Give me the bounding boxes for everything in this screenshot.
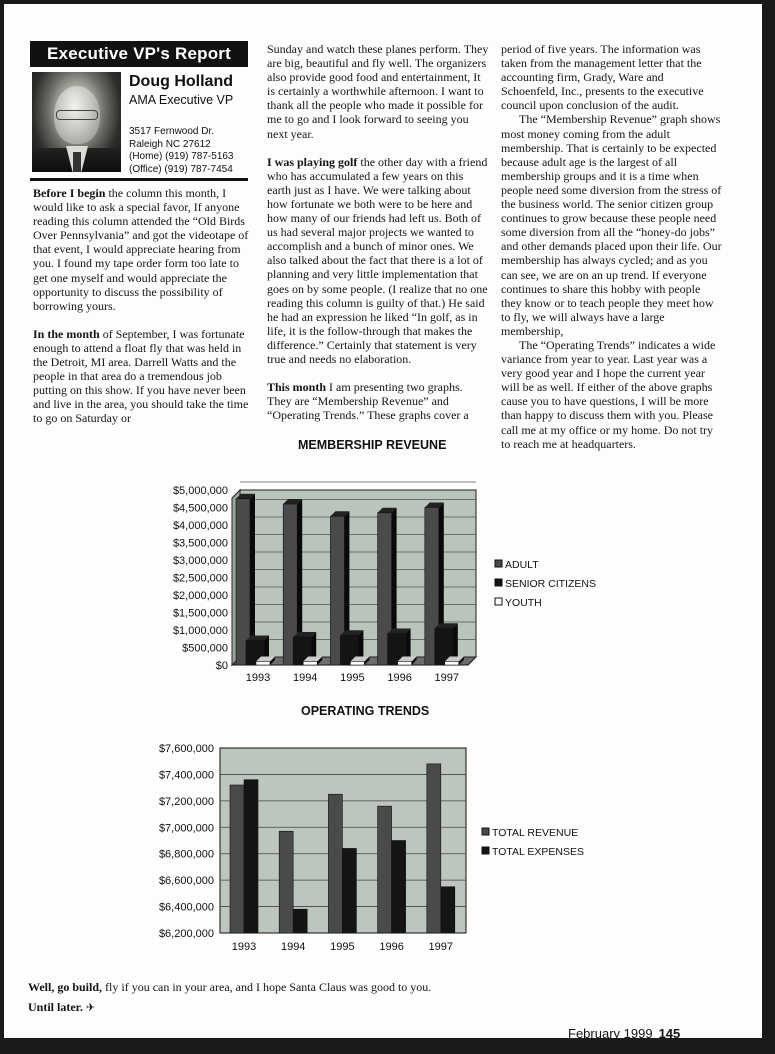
phone-office: (Office) (919) 787-7454	[129, 163, 233, 175]
author-name: Doug Holland	[129, 73, 233, 90]
y-tick-label: $6,200,000	[158, 928, 214, 940]
paragraph-text: the other day with a friend who has accumulated a few years on this earth just as I have. We were talking about how fortunate we both were to be here and how many of our friends had left us. Both of us had several major projects we wanted to accomplish and a bunch of minor ones. We also talked about the fact that there is a lot of planning and very little implementation that goes on by some people. (I realize that no one reading this column is guilty of that.) He said he had an expression he liked “In golf, as in life, it is the follow-through that makes the difference.” Certainly that statement is very true and needs no elaboration.	[267, 154, 488, 366]
y-tick-label: $6,800,000	[158, 848, 214, 861]
y-tick-label: $2,500,000	[172, 572, 228, 585]
x-tick-label: 1997	[428, 941, 454, 953]
paragraph	[267, 380, 489, 422]
bar-youth-1994	[303, 662, 317, 666]
issue-date: February 1999	[568, 1026, 653, 1041]
paragraph-text: of September, I was fortunate enough to attend a float fly that was held in the Detroit, MI area. Darrell Watts and the people in that area do a tremendous job putting on this show. If you have never been and live in the area, you should take the time to go on Saturday or	[33, 326, 249, 426]
bar-total-revenue-1994	[279, 831, 293, 933]
bar-total-expenses-1996	[392, 841, 406, 934]
paragraph-lead: I was playing golf	[267, 154, 358, 169]
x-tick-label: 1996	[387, 672, 412, 684]
paragraph: period of five years. The information was taken from the management letter that the accounting firm, Grady, Ware and Schoenfeld, Inc., presents to the executive council upon conclusion of the audit.	[501, 42, 704, 113]
signoff	[28, 1000, 95, 1015]
legend-swatch	[495, 598, 502, 605]
paragraph-text: I am presenting two graphs. They are “Membership Revenue” and “Operating Trends.” These graphs cover a	[267, 380, 469, 423]
legend-swatch	[495, 560, 502, 567]
airplane-icon: ✈	[85, 1002, 96, 1014]
author-photo	[32, 72, 121, 172]
article-column-3	[501, 42, 723, 451]
paragraph-lead: This month	[267, 380, 327, 395]
closing-text: fly if you can in your area, and I hope Santa Claus was good to you.	[102, 980, 432, 994]
legend-label: TOTAL REVENUE	[492, 827, 579, 839]
page-footer	[568, 1026, 680, 1041]
bar-youth-1993	[256, 662, 270, 666]
legend-swatch	[495, 579, 502, 586]
y-tick-label: $1,500,000	[172, 607, 228, 620]
y-tick-label: $5,000,000	[172, 485, 228, 497]
x-tick-label: 1997	[434, 672, 460, 684]
bar-total-revenue-1993	[230, 785, 244, 933]
x-tick-label: 1993	[231, 941, 257, 953]
bar-total-expenses-1997	[441, 887, 455, 933]
y-tick-label: $7,000,000	[158, 822, 214, 835]
closing-paragraph	[28, 980, 431, 995]
address-city: Raleigh NC 27612	[129, 138, 211, 150]
y-tick-label: $500,000	[182, 642, 228, 655]
legend-label: TOTAL EXPENSES	[492, 846, 585, 858]
section-title: Executive VP's Report	[30, 41, 248, 67]
y-tick-label: $7,200,000	[158, 795, 214, 808]
author-address	[129, 126, 234, 176]
photo-glasses	[56, 110, 98, 120]
y-tick-label: $6,600,000	[158, 875, 214, 888]
y-tick-label: $7,600,000	[158, 743, 214, 755]
y-tick-label: $4,000,000	[172, 520, 228, 532]
paragraph	[267, 155, 489, 366]
bar-youth-1997	[445, 662, 459, 666]
bar-youth-1995	[350, 662, 364, 666]
legend-label: YOUTH	[505, 597, 542, 609]
legend-label: ADULT	[505, 559, 539, 571]
x-tick-label: 1993	[245, 672, 271, 684]
x-tick-label: 1994	[280, 941, 306, 953]
header-rule	[30, 178, 248, 181]
bar-total-revenue-1997	[427, 764, 441, 933]
y-tick-label: $7,400,000	[158, 769, 214, 782]
operating-trends-chart	[140, 740, 610, 960]
article-column-1	[33, 186, 255, 426]
author-role: AMA Executive VP	[129, 93, 234, 107]
paragraph: Sunday and watch these planes perform. They are big, beautiful and fly well. The organizers also provide good food and entertainment, It is certainly a worthwhile afternoon. I want to thank all the people who made it possible for me to go and I look forward to seeing you next year.	[267, 42, 489, 141]
x-tick-label: 1994	[292, 672, 318, 684]
x-tick-label: 1996	[379, 941, 404, 953]
photo-tie	[73, 152, 81, 172]
y-tick-label: $1,000,000	[172, 625, 228, 637]
y-tick-label: $6,400,000	[158, 901, 214, 914]
y-tick-label: $4,500,000	[172, 502, 228, 515]
bar-total-expenses-1995	[342, 848, 356, 933]
bar-total-expenses-1994	[293, 909, 307, 933]
legend-swatch	[482, 847, 489, 854]
paragraph-lead: Before I begin	[33, 186, 106, 200]
y-tick-label: $2,000,000	[172, 590, 228, 602]
bar-total-expenses-1993	[244, 780, 258, 933]
chart-title-membership: MEMBERSHIP REVEUNE	[298, 438, 447, 452]
paragraph-text: the column this month, I would like to ask a special favor, If anyone reading this column attended the “Old Birds Over Pennsylvania” and got the videotape of that event, I would appreciate hearing from you. I found my tape order form too late to get one myself and would appreciate the opportunity to discuss the possibility of borrowing yours.	[33, 186, 249, 313]
membership-revenue-chart	[150, 480, 620, 690]
address-street: 3517 Fernwood Dr.	[129, 126, 215, 137]
legend-swatch	[482, 828, 489, 835]
paragraph: The “Operating Trends” indicates a wide variance from year to year. Last year was a very good year and I hope the current year will be as well. If either of the above graphs cause you to have questions, I will be more than happy to discuss them with you. Please call me at my office or my home. Do not try to reach me at headquarters.	[501, 337, 716, 451]
bar-youth-1996	[398, 662, 412, 666]
y-tick-label: $0	[215, 660, 228, 672]
bar-total-revenue-1995	[328, 794, 342, 933]
page-number: 145	[658, 1026, 681, 1041]
paragraph	[33, 327, 255, 426]
paragraph-lead: In the month	[33, 326, 100, 341]
x-tick-label: 1995	[340, 672, 365, 684]
article-column-2	[267, 42, 489, 422]
paragraph	[33, 186, 255, 313]
chart-title-operating: OPERATING TRENDS	[301, 704, 430, 718]
paragraph: The “Membership Revenue” graph shows most money coming from the adult membership. That is certainly to be expected because adult age is the largest of all membership groups and it is a time when people need some diversion from the stress of the business world. The senior citizen group continues to grow because these people need some diversion from all the “honey-do jobs” and other demands placed upon their life. Our membership has always cycled; and as you can see, we are on an up trend. If everyone continues to share this hobby with people they know or to teach people they meet how to fly, we will always have a large membership,	[501, 112, 722, 338]
y-tick-label: $3,500,000	[172, 537, 228, 550]
x-tick-label: 1995	[330, 941, 355, 953]
y-tick-label: $3,000,000	[172, 555, 228, 567]
legend-label: SENIOR CITIZENS	[505, 578, 597, 590]
signoff-text: Until later.	[28, 1000, 83, 1014]
closing-lead: Well, go build,	[28, 980, 103, 994]
phone-home: (Home) (919) 787-5163	[129, 151, 234, 162]
bar-total-revenue-1996	[378, 806, 392, 933]
